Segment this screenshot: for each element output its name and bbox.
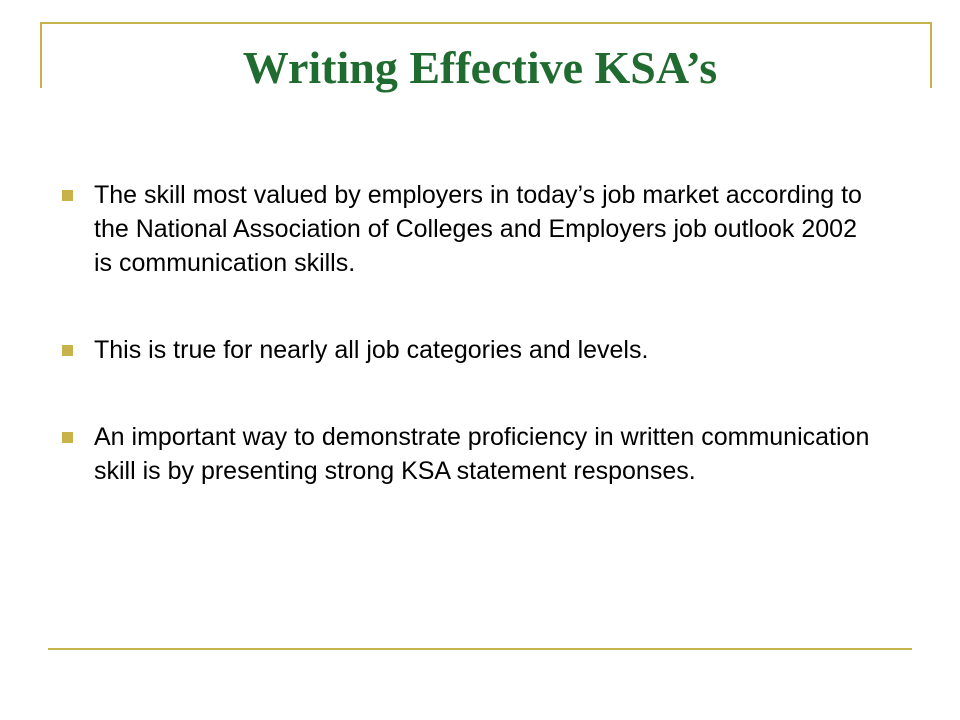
bullet-item: [60, 420, 880, 488]
top-divider: [40, 22, 932, 24]
bullet-text: The skill most valued by employers in today’s job market according to the National Association of Colleges and Employers job outlook 2002 is communication skills.: [94, 181, 862, 277]
square-bullet-icon: [62, 432, 73, 443]
square-bullet-icon: [62, 345, 73, 356]
bottom-divider: [48, 648, 912, 650]
bullet-item: [60, 333, 880, 367]
bullet-list: [60, 178, 880, 488]
bullet-text: This is true for nearly all job categories and levels.: [94, 336, 649, 364]
square-bullet-icon: [62, 190, 73, 201]
bullet-text: An important way to demonstrate proficiency in written communication skill is by presenting strong KSA statement responses.: [94, 423, 870, 485]
slide-title: Writing Effective KSA’s: [242, 42, 718, 93]
bullet-item: [60, 178, 880, 280]
